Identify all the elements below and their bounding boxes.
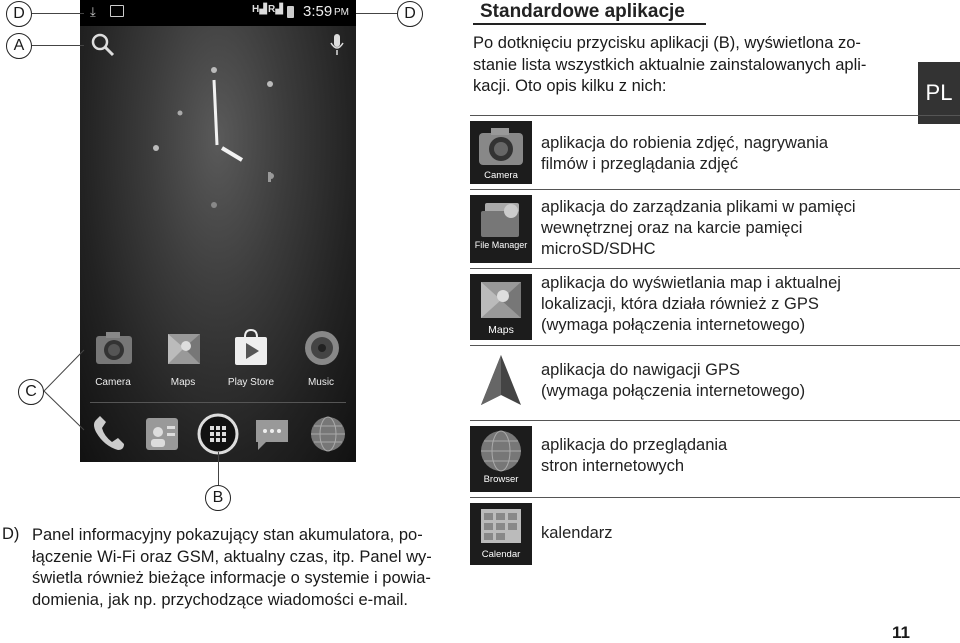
signal-h-icon: H▟	[252, 4, 267, 15]
app-description-file-manager	[541, 197, 856, 260]
briefcase-icon	[110, 5, 124, 17]
intro-line: Po dotknięciu przycisku aplikacji (B), wyświetlona zo-	[473, 34, 861, 52]
navigation-arrow-icon	[475, 353, 527, 409]
download-icon: ⤓	[90, 4, 96, 19]
dock-divider	[90, 402, 346, 403]
callout-a-line	[32, 45, 84, 46]
footnote-line: domienia, jak np. przychodzące wiadomości e-mail.	[32, 590, 409, 609]
home-app-label-maps[interactable]: Maps	[170, 377, 196, 388]
footnote-label: D)	[2, 525, 20, 543]
footnote-line: świetla również bieżące informacje o systemie i powia-	[32, 569, 431, 587]
separator	[470, 420, 960, 421]
icon-caption-file-manager: File Manager	[474, 240, 528, 250]
separator	[470, 497, 960, 498]
description-line: microSD/SDHC	[541, 240, 656, 258]
separator	[470, 189, 960, 190]
separator	[470, 115, 960, 116]
intro-line: stanie lista wszystkich aktualnie zainstalowanych apli-	[473, 55, 867, 74]
description-line: wewnętrznej oraz na karcie pamięci	[541, 219, 803, 237]
footnote-line: Panel informacyjny pokazujący stan akumulatora, po-	[32, 526, 423, 544]
callout-d-right: D	[397, 1, 423, 27]
icon-caption-calendar: Calendar	[481, 549, 521, 560]
footnote-text	[32, 525, 432, 611]
app-description-browser	[541, 435, 727, 477]
section-title-underline	[473, 23, 706, 25]
home-app-label-music[interactable]: Music	[307, 377, 335, 388]
app-description-navigation	[541, 360, 805, 402]
app-description-camera	[541, 133, 828, 175]
maps-app-icon[interactable]	[164, 330, 204, 366]
description-line: aplikacja do wyświetlania map i aktualnej	[541, 274, 841, 292]
camera-icon	[475, 125, 527, 169]
file-manager-icon	[475, 199, 527, 241]
callout-b-line	[218, 452, 219, 485]
callout-d-right-line	[356, 13, 397, 14]
separator	[470, 345, 960, 346]
description-line: aplikacja do przeglądania	[541, 436, 728, 454]
icon-caption-browser: Browser	[483, 474, 519, 485]
callout-d-left: D	[6, 1, 32, 27]
status-bar	[80, 0, 356, 26]
description-line: lokalizacji, która działa również z GPS	[541, 295, 819, 313]
analog-clock-widget[interactable]	[80, 60, 356, 240]
music-app-icon[interactable]	[302, 329, 342, 367]
callout-d-left-line	[32, 13, 84, 14]
browser-icon	[475, 428, 527, 474]
app-description-maps	[541, 273, 841, 336]
description-line: aplikacja do robienia zdjęć, nagrywania	[541, 134, 829, 152]
section-title: Standardowe aplikacje	[480, 1, 685, 22]
signal-r-icon: R▟	[268, 4, 283, 15]
separator	[470, 268, 960, 269]
callout-c: C	[18, 379, 44, 405]
description-line: kalendarz	[541, 524, 613, 542]
clock-ampm: PM	[334, 7, 349, 18]
app-description-calendar	[541, 523, 613, 544]
description-line: stron internetowych	[541, 457, 685, 475]
icon-caption-maps: Maps	[488, 324, 514, 336]
intro-paragraph	[473, 33, 866, 98]
callout-b: B	[205, 485, 231, 511]
footnote-line: łączenie Wi-Fi oraz GSM, aktualny czas, itp. Panel wy-	[32, 547, 432, 566]
microphone-icon[interactable]	[329, 33, 345, 57]
icon-caption-camera: Camera	[484, 170, 518, 181]
description-line: (wymaga połączenia internetowego)	[541, 382, 806, 400]
description-line: (wymaga połączenia internetowego)	[541, 316, 806, 334]
battery-icon	[287, 6, 294, 18]
maps-icon	[475, 278, 527, 322]
play-store-app-icon[interactable]	[231, 329, 271, 367]
page-number: 11	[892, 623, 910, 642]
search-bar[interactable]	[82, 28, 354, 62]
description-line: aplikacja do nawigacji GPS	[541, 361, 741, 379]
messaging-icon[interactable]	[252, 414, 292, 454]
clock-time: 3:59	[303, 3, 333, 20]
all-apps-button-icon[interactable]	[196, 412, 240, 456]
intro-line: kacji. Oto opis kilku z nich:	[473, 77, 667, 95]
calendar-icon	[475, 505, 527, 547]
description-line: aplikacja do zarządzania plikami w pamięci	[541, 198, 856, 216]
home-app-label-camera[interactable]: Camera	[95, 377, 131, 388]
language-tab: PL	[918, 62, 960, 124]
callout-a: A	[6, 33, 32, 59]
contacts-icon[interactable]	[142, 414, 182, 454]
description-line: filmów i przeglądania zdjęć	[541, 155, 739, 173]
home-app-label-play-store[interactable]: Play Store	[227, 377, 275, 388]
browser-globe-icon[interactable]	[308, 414, 348, 454]
search-icon[interactable]	[90, 32, 116, 58]
callout-c-lines	[44, 340, 124, 440]
